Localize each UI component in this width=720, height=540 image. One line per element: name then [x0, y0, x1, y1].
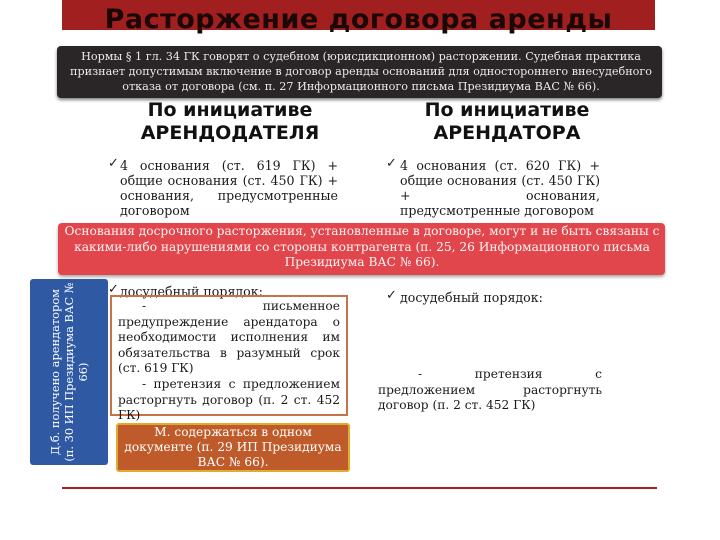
heading-lessee — [372, 99, 642, 145]
lessor-basis-text: 4 основания (ст. 619 ГК) + общие основания (ст. 450 ГК) + основания, предусмотренные договором — [120, 158, 338, 218]
heading-lessor-line1: По инициативе — [147, 99, 313, 121]
written-warning-text: - письменное предупреждение арендатора о необходимости исполнения им обязательства в разумный срок (ст. 619 ГК) — [118, 299, 340, 376]
heading-lessee-line1: По инициативе — [424, 99, 590, 121]
check-icon: ✓ — [386, 156, 397, 171]
lessee-claim — [378, 367, 602, 414]
lessee-basis-text: 4 основания (ст. 620 ГК) + общие основания (ст. 450 ГК) + основания, предусмотренные договором — [400, 158, 600, 218]
notice-box-text — [118, 299, 340, 424]
vertical-label-text: Д.б. получено арендатором (п. 30 ИП Президиума ВАС № 66) — [48, 282, 90, 462]
lessee-pretrial-text: досудебный порядок: — [400, 290, 543, 305]
lessor-pretrial-text: досудебный порядок: — [120, 284, 263, 299]
lessee-claim-text: - претензия с предложением расторгнуть договор (п. 2 ст. 452 ГК) — [378, 367, 602, 413]
single-document-text: М. содержаться в одном документе (п. 29 ИП Президиума ВАС № 66). — [124, 425, 342, 469]
red-band-text: Основания досрочного расторжения, установленные в договоре, могут и не быть связаны с какими-либо нарушениями со стороны контрагента (п. 25, 26 Информационного письма Президиума ВАС № 66). — [64, 224, 660, 269]
heading-lessor-line2: АРЕНДОДАТЕЛЯ — [140, 122, 320, 144]
slide-title: Расторжение договора аренды — [104, 4, 613, 35]
heading-lessee-line2: АРЕНДАТОРА — [433, 122, 581, 144]
check-icon: ✓ — [386, 288, 397, 303]
check-icon: ✓ — [108, 282, 119, 297]
bottom-divider — [62, 487, 657, 489]
check-icon: ✓ — [108, 156, 119, 171]
heading-lessor — [100, 99, 360, 145]
lessor-claim-text: - претензия с предложением расторгнуть договор (п. 2 ст. 452 ГК) — [118, 376, 340, 423]
intro-text: Нормы § 1 гл. 34 ГК говорят о судебном (юрисдикционном) расторжении. Судебная практика признает допустимым включение в договор аренды оснований для одностороннего внесудебного отказа от договора (см. п. 27 Информационного письма Президиума ВАС № 66). — [70, 50, 652, 93]
vertical-label — [30, 279, 108, 465]
